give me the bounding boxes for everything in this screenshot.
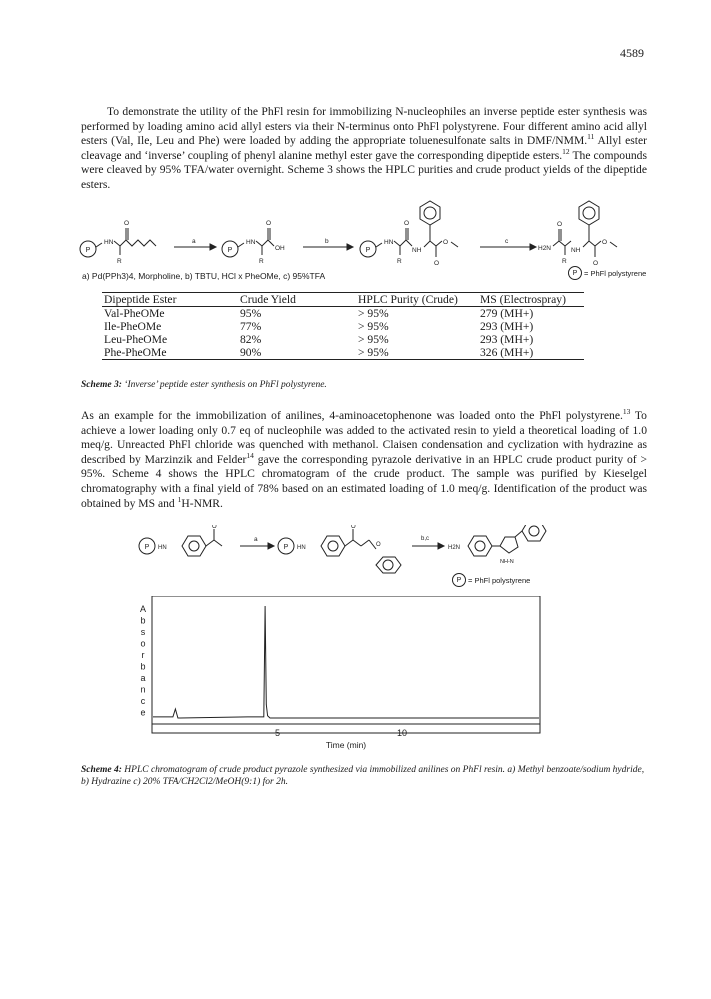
scheme3-legend-label: = PhFl polystyrene [584,268,647,278]
svg-text:b,c: b,c [421,536,430,542]
arrow-c [480,238,536,250]
svg-text:R: R [562,258,567,265]
scheme4-structure-1 [139,525,222,556]
table-cell: Leu-PheOMe [104,333,168,346]
scheme3-caption [81,380,327,390]
polystyrene-bead-icon: P [568,266,582,280]
svg-text:H2N: H2N [448,545,461,551]
table-cell: > 95% [358,307,389,320]
paragraph-aniline-immobilization [81,409,647,511]
svg-text:HN: HN [246,239,256,246]
scheme3-structure-3 [360,201,458,267]
svg-text:HN: HN [104,239,114,246]
svg-text:O: O [404,220,410,227]
table-cell: 95% [240,307,262,320]
para1-text-1: To demonstrate the utility of the PhFl resin for immobilizing N-nucleophiles an inverse peptide ester synthesis was performed by loading amino acid allyl esters via their N-terminus onto PhFl polystyrene. Four different amino acid allyl esters (Val, Ile, Leu and Phe) were loaded by adding the appropriate toluenesulfonate salts in DMF/NMM. [81,105,647,148]
table-row [102,333,584,346]
para2-text-4: H-NMR. [181,496,223,510]
scheme3-reaction-diagram [0,192,711,272]
svg-text:O: O [376,542,381,548]
svg-text:P: P [85,247,91,254]
svg-text:O: O [434,260,440,267]
table-cell: 82% [240,333,262,346]
dipeptide-results-table [102,292,584,360]
svg-text:HN: HN [158,545,167,551]
table-cell: 77% [240,320,262,333]
svg-text:P: P [227,247,233,254]
svg-text:HN: HN [384,239,394,246]
reference-11: 11 [587,132,595,142]
scheme4-structure-2 [278,525,401,573]
para1-text-3: The compounds were cleaved by 95% TFA/water overnight. Scheme 3 shows the HPLC purities and crude product yields of the dipeptide esters. [81,148,647,191]
svg-text:O: O [593,260,599,267]
y-axis-label-letter: s [140,627,146,637]
reference-14: 14 [246,450,254,460]
scheme4-reaction-diagram [0,525,711,585]
table-header-cell: MS (Electrospray) [478,293,584,307]
svg-text:O: O [266,220,272,227]
svg-text:O: O [443,239,449,246]
table-cell: 279 (MH+) [480,307,534,320]
reference-12: 12 [562,146,570,156]
table-cell: 293 (MH+) [480,320,534,333]
x-tick-label: 10 [396,728,408,738]
svg-text:NH: NH [571,247,581,254]
scheme3-structure-2 [222,220,285,265]
svg-text:R: R [117,258,122,265]
table-cell: Phe-PheOMe [102,346,238,360]
y-axis-label-letter: a [140,673,146,683]
svg-text:R: R [259,258,264,265]
y-axis-label [140,604,146,718]
scheme3-conditions: a) Pd(PPh3)4, Morpholine, b) TBTU, HCl x PheOMe, c) 95%TFA [82,271,326,281]
hplc-chromatogram [0,596,711,756]
svg-text:P: P [283,544,289,551]
y-axis-label-letter: c [140,696,146,706]
reference-13: 13 [622,407,631,417]
table-cell: > 95% [356,346,478,360]
svg-text:a: a [254,536,258,543]
table-cell: > 95% [358,320,389,333]
svg-text:NH: NH [412,247,422,254]
scheme3-structure-4 [538,201,617,267]
para2-text-1: As an example for the immobilization of anilines, 4-aminoacetophenone was loaded onto the PhFl polystyrene. [81,409,623,422]
svg-text:OH: OH [275,245,285,252]
svg-text:R: R [397,258,402,265]
y-axis-label-letter: n [140,684,146,695]
arrow-a [174,238,216,250]
table-header-cell: HPLC Purity (Crude) [356,293,478,307]
y-axis-label-letter: r [141,650,145,660]
table-header-row [102,293,584,307]
table-header-cell: Dipeptide Ester [102,293,238,307]
svg-text:b: b [325,238,329,245]
table-row [102,320,584,333]
nmr-superscript: 1 [177,494,182,504]
table-header-cell: Crude Yield [238,293,356,307]
arrow-a [240,536,274,549]
svg-text:O: O [351,525,356,530]
x-axis-label: Time (min) [325,740,367,750]
arrow-bc [412,536,444,549]
x-tick-label: 5 [274,728,281,738]
svg-text:O: O [557,221,563,228]
svg-text:a: a [192,238,196,245]
y-axis-label-letter: b [140,615,146,626]
table-row [102,346,584,360]
svg-text:P: P [365,247,371,254]
table-cell: > 95% [358,333,389,346]
y-axis-label-letter: A [139,604,147,614]
scheme4-caption-label: Scheme 4: [81,765,122,775]
scheme4-caption [81,764,647,788]
svg-text:O: O [124,220,130,227]
table-cell: 90% [238,346,356,360]
table-cell: 326 (MH+) [478,346,584,360]
svg-text:P: P [144,544,150,551]
scheme3-caption-label: Scheme 3: [81,380,122,390]
svg-text:HN: HN [297,545,306,551]
polystyrene-bead-icon: P [452,573,466,587]
paragraph-peptide-synthesis [81,105,647,193]
scheme3-structure-1 [80,220,156,265]
scheme3-caption-text: ‘Inverse’ peptide ester synthesis on PhFl polystyrene. [121,380,327,390]
table-cell: 293 (MH+) [480,333,534,346]
chart-frame [152,596,540,733]
y-axis-label-letter: b [140,661,146,672]
chromatogram-trace [153,606,539,718]
scheme3-legend [568,266,646,280]
table-cell: Val-PheOMe [104,307,165,320]
para2-text-2: To achieve a lower loading only 0.7 eq of nucleophile was added to the activated resin to yield a theoretical loading of 1.0 meq/g. Unreacted PhFl chloride was quenched with methanol. Claisen condensation and cyclization with hydrazine as described by Marzinzik and Felder [81,409,647,466]
table-cell: Ile-PheOMe [104,320,162,333]
para2-text-3: gave the corresponding pyrazole derivative in an HPLC crude product purity of > 95%. Scheme 4 shows the HPLC chromatogram of the crude product. The sample was purified by Kieselgel chromatography with a final yield of 78% based on an estimated loading of 1.0 meq/g. Identification of the product was obtained by MS and [81,452,647,510]
scheme4-legend [452,573,530,587]
svg-text:c: c [505,238,509,245]
scheme4-caption-text: HPLC chromatogram of crude product pyrazole synthesized via immobilized anilines on PhFl resin. a) Methyl benzoate/sodium hydride, b) Hydrazine c) 20% TFA/CH2Cl2/MeOH(9:1) for 2h. [81,765,645,787]
arrow-b [303,238,353,250]
svg-text:O: O [212,525,217,530]
svg-text:NH-N: NH-N [500,559,514,565]
svg-text:H2N: H2N [538,245,552,252]
para1-text-2: Allyl ester cleavage and ‘inverse’ coupling of phenyl alanine methyl ester gave the corresponding dipeptide esters. [81,134,647,162]
y-axis-label-letter: e [140,707,146,718]
y-axis-label-letter: o [140,638,146,649]
table-row [102,307,584,321]
svg-text:O: O [602,239,608,246]
page-number: 4589 [620,46,644,60]
scheme4-structure-3 [448,525,546,565]
scheme4-legend-label: = PhFl polystyrene [468,575,531,585]
